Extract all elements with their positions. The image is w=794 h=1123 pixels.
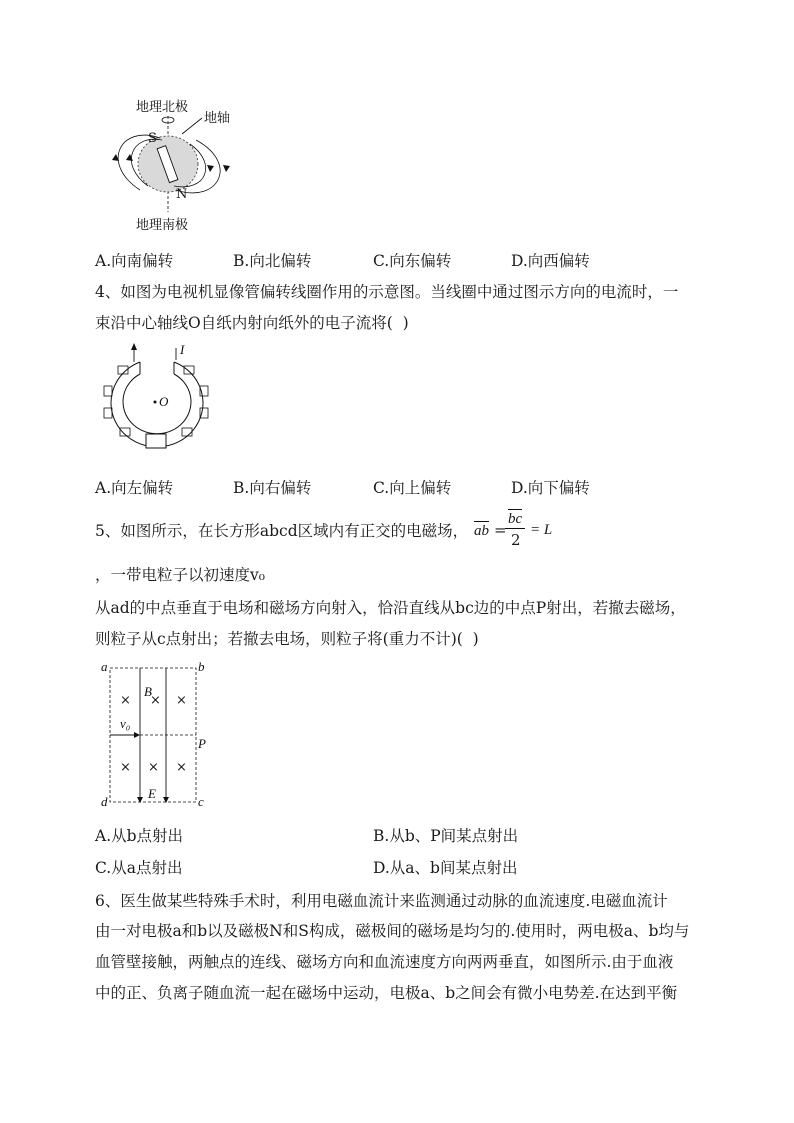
q5-stem-line-1: 5、如图所示，在长方形abcd区域内有正交的电磁场，	[95, 522, 469, 540]
q3-option-a[interactable]: A.向南偏转	[95, 252, 174, 270]
label-field-e: E	[148, 786, 156, 801]
q5-option-b[interactable]: B.从b、P间某点射出	[373, 827, 519, 845]
s-pole-label: S	[148, 131, 157, 146]
geographic-south-label: 地理南极	[136, 218, 189, 233]
q5-stem-line-3: 从ad的中点垂直于电场和磁场方向射入，恰沿直线从bc边的中点P射出，若撤去磁场，	[95, 599, 686, 617]
q4-stem-line-2: 束沿中心轴线O自纸内射向纸外的电子流将( )	[95, 314, 409, 332]
earth-axis-label: 地轴	[204, 111, 231, 126]
cross-3: ×	[176, 693, 187, 708]
formula-numerator: bc	[508, 511, 523, 527]
q6-stem-line-3: 血管壁接触，两触点的连线、磁场方向和血流速度方向两两垂直，如图所示.由于血液	[95, 953, 674, 971]
center-o-label: O	[159, 394, 169, 409]
geographic-north-label: 地理北极	[136, 100, 189, 115]
label-d: d	[101, 794, 108, 809]
label-c: c	[198, 794, 204, 809]
em-field-figure	[98, 658, 218, 814]
q6-stem-line-1: 6、医生做某些特殊手术时，利用电磁血流计来监测通过动脉的血流速度.电磁血流计	[95, 892, 668, 910]
q5-option-c[interactable]: C.从a点射出	[95, 859, 183, 877]
label-field-b: B	[144, 684, 152, 699]
cross-5: ×	[148, 760, 159, 775]
q4-option-c[interactable]: C.向上偏转	[373, 479, 452, 497]
current-label: I	[180, 342, 185, 357]
q3-option-b[interactable]: B.向北偏转	[233, 252, 312, 270]
label-v0: v₀	[120, 716, 131, 731]
cross-4: ×	[120, 760, 131, 775]
q6-stem-line-4: 中的正、负离子随血流一起在磁场中运动，电极a、b之间会有微小电势差.在达到平衡	[95, 984, 678, 1002]
cross-2: ×	[150, 693, 161, 708]
q5-formula: ab = bc 2 = L	[474, 511, 553, 549]
n-pole-label: N	[176, 187, 188, 202]
label-b: b	[198, 659, 205, 674]
q3-option-d[interactable]: D.向西偏转	[511, 252, 590, 270]
formula-lhs: ab	[474, 523, 489, 539]
label-a: a	[101, 659, 108, 674]
q4-stem-line-1: 4、如图为电视机显像管偏转线圈作用的示意图。当线圈中通过图示方向的电流时，一	[95, 283, 679, 301]
cross-6: ×	[176, 760, 187, 775]
cross-1: ×	[120, 693, 131, 708]
q5-stem-line-4: 则粒子从c点射出；若撤去电场，则粒子将(重力不计)( )	[95, 630, 479, 648]
q5-option-a[interactable]: A.从b点射出	[95, 827, 184, 845]
q5-stem-line-2: ，一带电粒子以初速度v₀	[95, 566, 265, 584]
q5-option-d[interactable]: D.从a、b间某点射出	[373, 859, 518, 877]
q6-stem-line-2: 由一对电极a和b以及磁极N和S构成，磁极间的磁场是均匀的.使用时，两电极a、b均与	[95, 922, 690, 940]
q3-option-c[interactable]: C.向东偏转	[373, 252, 452, 270]
earth-magnetic-figure	[100, 94, 250, 234]
formula-rhs: = L	[530, 522, 553, 538]
deflection-coil-figure	[96, 340, 216, 455]
q4-option-b[interactable]: B.向右偏转	[233, 479, 312, 497]
q4-option-a[interactable]: A.向左偏转	[95, 479, 174, 497]
q4-option-d[interactable]: D.向下偏转	[511, 479, 590, 497]
formula-denominator: 2	[511, 531, 521, 549]
label-p: P	[198, 736, 206, 751]
